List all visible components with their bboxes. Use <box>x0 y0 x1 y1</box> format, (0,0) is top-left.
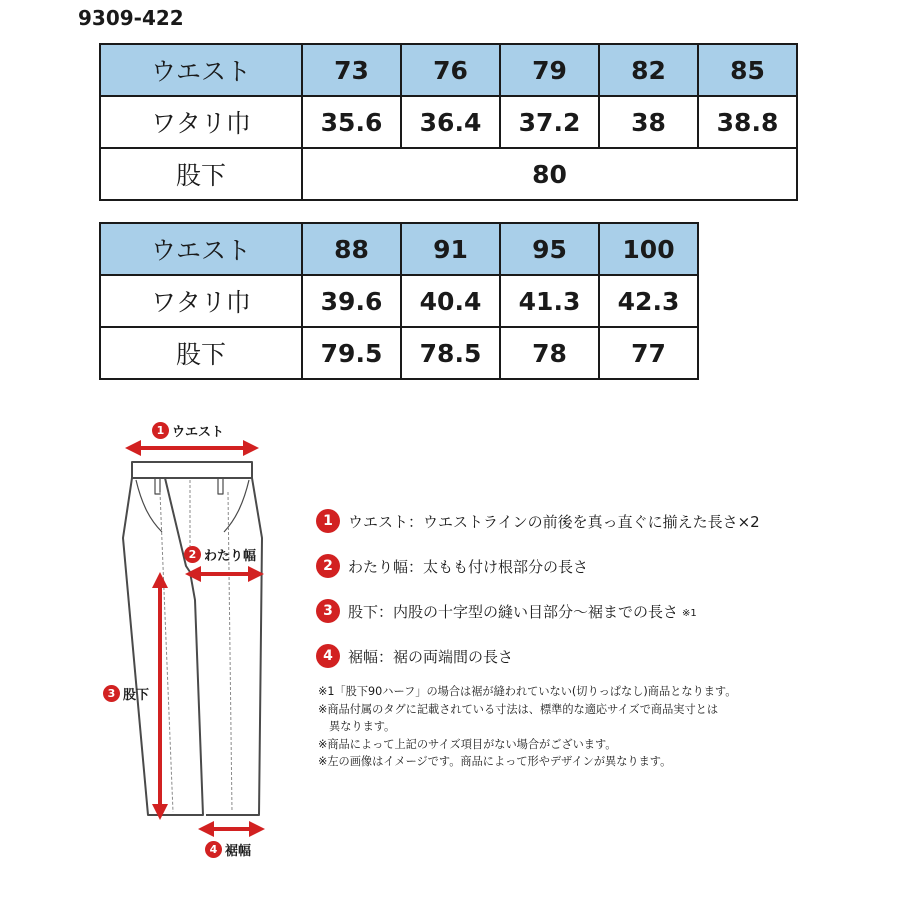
number-badge-3: 3 <box>103 685 120 702</box>
note-line: ※1「股下90ハーフ」の場合は裾が縫われていない(切りっぱなし)商品となります。 <box>318 685 737 698</box>
table-row-thigh <box>100 96 797 148</box>
table-cell: 39.6 <box>302 275 401 327</box>
number-badge-3: 3 <box>316 599 340 623</box>
table-cell: 79.5 <box>302 327 401 379</box>
table-cell: 82 <box>599 44 698 96</box>
thigh-label: 2 わたり幅 <box>184 545 256 564</box>
table-cell: 73 <box>302 44 401 96</box>
table-row-waist <box>100 44 797 96</box>
table-row-thigh <box>100 275 698 327</box>
table-cell: 76 <box>401 44 500 96</box>
pants-diagram <box>95 420 295 870</box>
pants-outline <box>123 478 262 815</box>
table-cell: 78 <box>500 327 599 379</box>
table-cell: 78.5 <box>401 327 500 379</box>
table-cell: 38.8 <box>698 96 797 148</box>
legend-item-inseam: 3 股下： 内股の十字型の縫い目部分〜裾までの長さ ※1 <box>316 598 876 624</box>
size-table-2 <box>99 222 699 380</box>
table-cell: 100 <box>599 223 698 275</box>
table-cell: 37.2 <box>500 96 599 148</box>
row-label: 股下 <box>100 148 302 200</box>
table-cell: 40.4 <box>401 275 500 327</box>
table-cell-span: 80 <box>302 148 797 200</box>
size-table-1 <box>99 43 798 201</box>
table-cell: 41.3 <box>500 275 599 327</box>
legend-item-waist: 1 ウエスト： ウエストラインの前後を真っ直ぐに揃えた長さ×2 <box>316 508 876 534</box>
legend-item-hem: 4 裾幅： 裾の両端間の長さ <box>316 643 876 669</box>
table-cell: 38 <box>599 96 698 148</box>
table-row-inseam <box>100 327 698 379</box>
note-line: 異なります。 <box>329 720 396 734</box>
table-cell: 35.6 <box>302 96 401 148</box>
table-cell: 88 <box>302 223 401 275</box>
row-label: ワタリ巾 <box>100 96 302 148</box>
table-row-waist <box>100 223 698 275</box>
table-cell: 42.3 <box>599 275 698 327</box>
table-cell: 95 <box>500 223 599 275</box>
table-cell: 77 <box>599 327 698 379</box>
number-badge-4: 4 <box>316 644 340 668</box>
note-line: ※商品付属のタグに記載されている寸法は、標準的な適応サイズで商品実寸とは <box>318 702 719 716</box>
waistband-outline <box>132 462 252 478</box>
waist-label: 1 ウエスト <box>152 421 224 440</box>
number-badge-1: 1 <box>152 422 169 439</box>
table-cell: 91 <box>401 223 500 275</box>
table-cell: 79 <box>500 44 599 96</box>
row-label: ワタリ巾 <box>100 275 302 327</box>
row-label: 股下 <box>100 327 302 379</box>
product-code: 9309-422 <box>78 6 184 30</box>
number-badge-1: 1 <box>316 509 340 533</box>
note-line: ※商品によって上記のサイズ項目がない場合がございます。 <box>318 737 617 751</box>
footnotes <box>318 683 808 771</box>
hem-label: 4 裾幅 <box>205 840 251 859</box>
note-line: ※左の画像はイメージです。商品によって形やデザインが異なります。 <box>318 755 672 769</box>
number-badge-2: 2 <box>316 554 340 578</box>
number-badge-2: 2 <box>184 546 201 563</box>
table-row-inseam <box>100 148 797 200</box>
row-label: ウエスト <box>100 223 302 275</box>
number-badge-4: 4 <box>205 841 222 858</box>
legend-item-thigh: 2 わたり幅： 太もも付け根部分の長さ <box>316 553 876 579</box>
measurement-legend <box>316 508 876 688</box>
inseam-label: 3 股下 <box>103 684 149 703</box>
table-cell: 36.4 <box>401 96 500 148</box>
table-cell: 85 <box>698 44 797 96</box>
row-label: ウエスト <box>100 44 302 96</box>
